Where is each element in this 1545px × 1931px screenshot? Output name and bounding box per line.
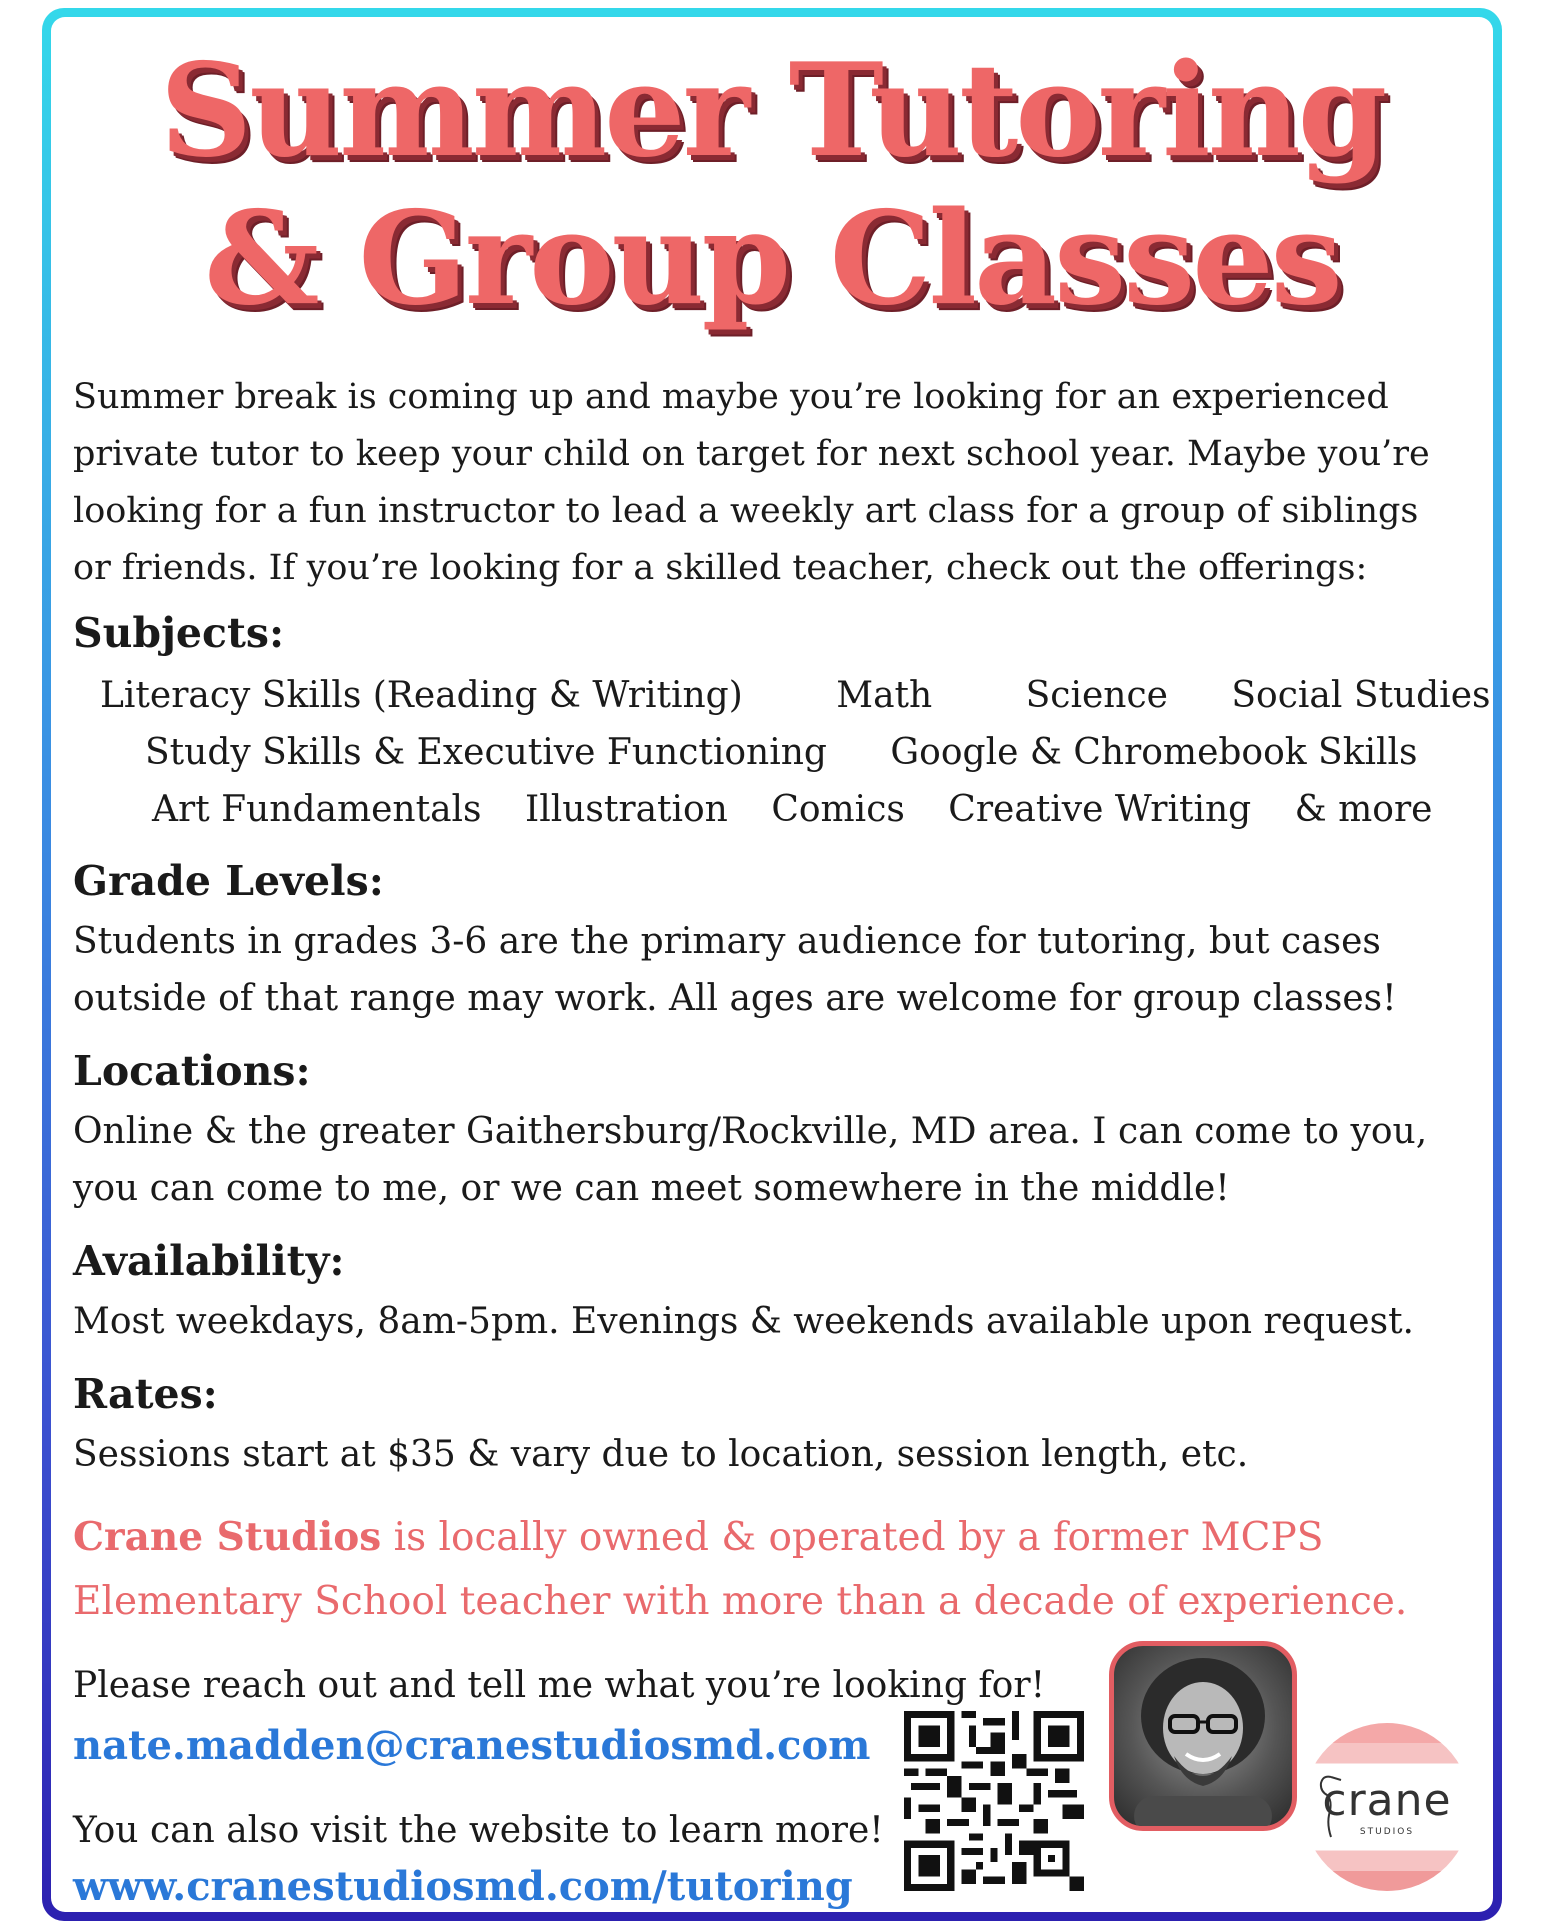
flyer bbox=[51, 17, 1493, 1912]
intro-line: looking for a fun instructor to lead a weekly art class for a group of siblings bbox=[73, 491, 1419, 531]
subject-item: Creative Writing bbox=[948, 789, 1252, 830]
subjects-row-1 bbox=[100, 675, 1490, 716]
person-icon bbox=[1114, 1646, 1292, 1826]
subject-item: Study Skills & Executive Functioning bbox=[145, 732, 827, 773]
subject-item: Google & Chromebook Skills bbox=[890, 732, 1418, 773]
title-line-1: Summer Tutoring bbox=[159, 36, 1385, 186]
about-text: is locally owned & operated by a former MCPS bbox=[381, 1515, 1324, 1560]
crane-studios-logo bbox=[1303, 1723, 1471, 1891]
grade-levels-line: outside of that range may work. All ages are welcome for group classes! bbox=[73, 978, 1397, 1019]
intro-line: Summer break is coming up and maybe you’re looking for an experienced bbox=[73, 377, 1389, 417]
intro-line: private tutor to keep your child on target for next school year. Maybe you’re bbox=[73, 434, 1430, 474]
locations-line: Online & the greater Gaithersburg/Rockville, MD area. I can come to you, bbox=[73, 1111, 1428, 1152]
subjects-heading: Subjects: bbox=[73, 609, 285, 657]
availability-line: Most weekdays, 8am-5pm. Evenings & weekends available upon request. bbox=[73, 1301, 1414, 1342]
title-line-2: & Group Classes bbox=[204, 184, 1340, 334]
brand-name: Crane Studios bbox=[73, 1514, 382, 1560]
subject-item: & more bbox=[1294, 789, 1433, 830]
contact-section bbox=[73, 1657, 1045, 1912]
subject-item: Literacy Skills (Reading & Writing) bbox=[100, 675, 743, 716]
locations-section bbox=[73, 1045, 1473, 1217]
subject-item: Math bbox=[836, 675, 933, 716]
subject-item: Science bbox=[1025, 675, 1168, 716]
about-line-2: Elementary School teacher with more than a decade of experience. bbox=[73, 1579, 1408, 1624]
availability-heading: Availability: bbox=[73, 1237, 345, 1285]
locations-heading: Locations: bbox=[73, 1047, 311, 1095]
about-paragraph bbox=[73, 1505, 1473, 1634]
locations-line: you can come to me, or we can meet somewhere in the middle! bbox=[73, 1168, 1230, 1209]
subjects-row-3 bbox=[152, 789, 1432, 830]
subjects-section bbox=[73, 607, 1473, 659]
logo-wordmark: crane bbox=[1322, 1775, 1452, 1826]
grade-levels-section bbox=[73, 855, 1473, 1027]
rates-heading: Rates: bbox=[73, 1370, 218, 1418]
logo-subtitle: STUDIOS bbox=[1359, 1827, 1415, 1837]
qr-code-icon[interactable] bbox=[904, 1709, 1084, 1893]
website-link[interactable]: www.cranestudiosmd.com/tutoring bbox=[73, 1863, 853, 1910]
intro-line: or friends. If you’re looking for a skilled teacher, check out the offerings: bbox=[73, 548, 1368, 588]
subject-item: Illustration bbox=[524, 789, 728, 830]
availability-section bbox=[73, 1235, 1473, 1350]
flyer-frame bbox=[42, 8, 1502, 1921]
portrait-photo bbox=[1109, 1641, 1297, 1831]
email-link[interactable]: nate.madden@cranestudiosmd.com bbox=[73, 1722, 871, 1769]
intro-paragraph bbox=[73, 369, 1473, 597]
grade-levels-line: Students in grades 3-6 are the primary audience for tutoring, but cases bbox=[73, 921, 1381, 962]
subject-item: Social Studies bbox=[1231, 675, 1491, 716]
about-line-1 bbox=[73, 1505, 1473, 1570]
grade-levels-heading: Grade Levels: bbox=[73, 857, 384, 905]
reach-out-text: Please reach out and tell me what you’re looking for! bbox=[73, 1665, 1046, 1706]
rates-section bbox=[73, 1368, 1473, 1483]
subject-item: Comics bbox=[771, 789, 905, 830]
subject-item: Art Fundamentals bbox=[152, 789, 482, 830]
subjects-row-2 bbox=[145, 732, 1418, 773]
rates-line: Sessions start at $35 & vary due to location, session length, etc. bbox=[73, 1434, 1249, 1475]
visit-text: You can also visit the website to learn more! bbox=[73, 1810, 884, 1851]
